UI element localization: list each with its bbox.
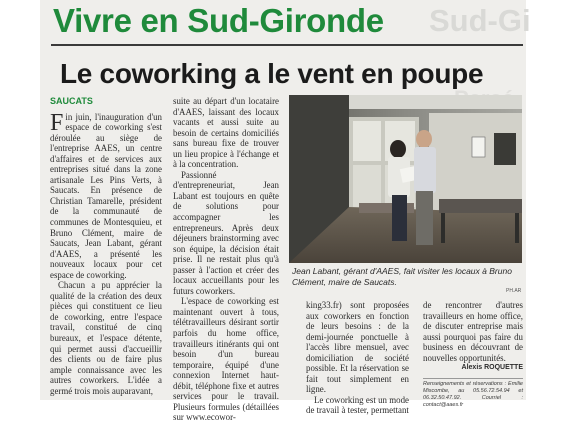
location-kicker: SAUCATS	[50, 96, 93, 106]
paragraph: Chacun a pu apprécier la qualité de la création des deux pièces qui constituent ce lieu de coworking, entre l'espace travail, constitué de cinq bureaux, et l'espace détente, qui permet aussi d'accueillir des clients ou de faire plus ample connaissance avec les autres coworkers. L'idée a germé trois mois auparavant,	[50, 280, 162, 396]
section-divider	[51, 44, 523, 46]
paragraph: L'espace de coworking est maintenant ouvert à tous, télétravailleurs désirant sortir parfois du home office, travailleurs itinérants qui ont besoin d'un bureau temporaire, équipé d'une connexion Internet haut-débit, téléphone fixe et autres services pour le travail. Plusieurs formules (détaillées sur www.ecowor-	[173, 296, 279, 423]
photo-caption: Jean Labant, gérant d'AAES, fait visiter les locaux à Bruno Clément, maire de Saucats.	[292, 266, 512, 287]
drop-cap: F	[50, 109, 64, 136]
newspaper-page	[40, 0, 531, 423]
article-author: Alexis ROQUETTE	[461, 364, 523, 372]
paragraph: Le coworking est un mode de travail à tester, permettant	[306, 394, 409, 416]
article-column-2	[173, 96, 279, 423]
article-headline: Le coworking a le vent en poupe	[60, 58, 484, 89]
article-column-4	[423, 300, 523, 409]
article-photo	[289, 95, 522, 263]
contact-info: Renseignements et réservations : Emilie Miscombe, au 05.56.72.54.94 et 06.32.50.47.92. Courriel : contact@aaes.fr	[423, 378, 523, 409]
paragraph: suite au départ d'un locataire d'AAES, laissant des locaux vacants et aussi suite au besoin de certains domiciliés sans bureau fixe de trouver un lieu propice à l'échange et à la concentration.	[173, 96, 279, 170]
paragraph: Passionné d'entrepreneuriat, Jean Labant est toujours en quête de solutions pour accompagner les entrepreneurs. Après deux déjeuners brainstorming avec son équipe, la décision était prise. Il ne restait plus qu'à passer à l'action et créer des locaux accueillants pour les futurs coworkers.	[173, 169, 279, 296]
office-visit-photo	[289, 95, 522, 263]
section-title: Vivre en Sud-Gironde	[53, 2, 384, 39]
paragraph: king33.fr) sont proposées aux coworkers en fonction de leurs besoins : de la demi-journée ponctuelle à l'accès libre mensuel, avec domiciliation de société possible. Et la réservation se fait tout simplement en ligne.	[306, 300, 409, 395]
article-column-3	[306, 300, 409, 416]
bleed-through-text: Sud-Gi	[429, 3, 531, 38]
photo-credit: PH.AR	[506, 288, 522, 294]
paragraph: Fin juin, l'inauguration d'un espace de coworking s'est déroulée au siège de l'entreprise AAES, un centre d'affaires et de services aux entreprises situé dans la zone artisanale Les Pins Verts, à Saucats. En présence de Christian Tamarelle, président de la communauté de communes de Montesquieu, et Bruno Clément, maire de Saucats, Jean Labant, gérant d'AAES, a présenté les nouveaux locaux pour cet espace de coworking.	[50, 109, 162, 280]
article-column-1	[50, 96, 162, 396]
paragraph: de rencontrer d'autres travailleurs en home office, de discuter entreprise mais aussi pourquoi pas faire du business en découvrant de nouvelles opportunités.	[423, 300, 523, 363]
